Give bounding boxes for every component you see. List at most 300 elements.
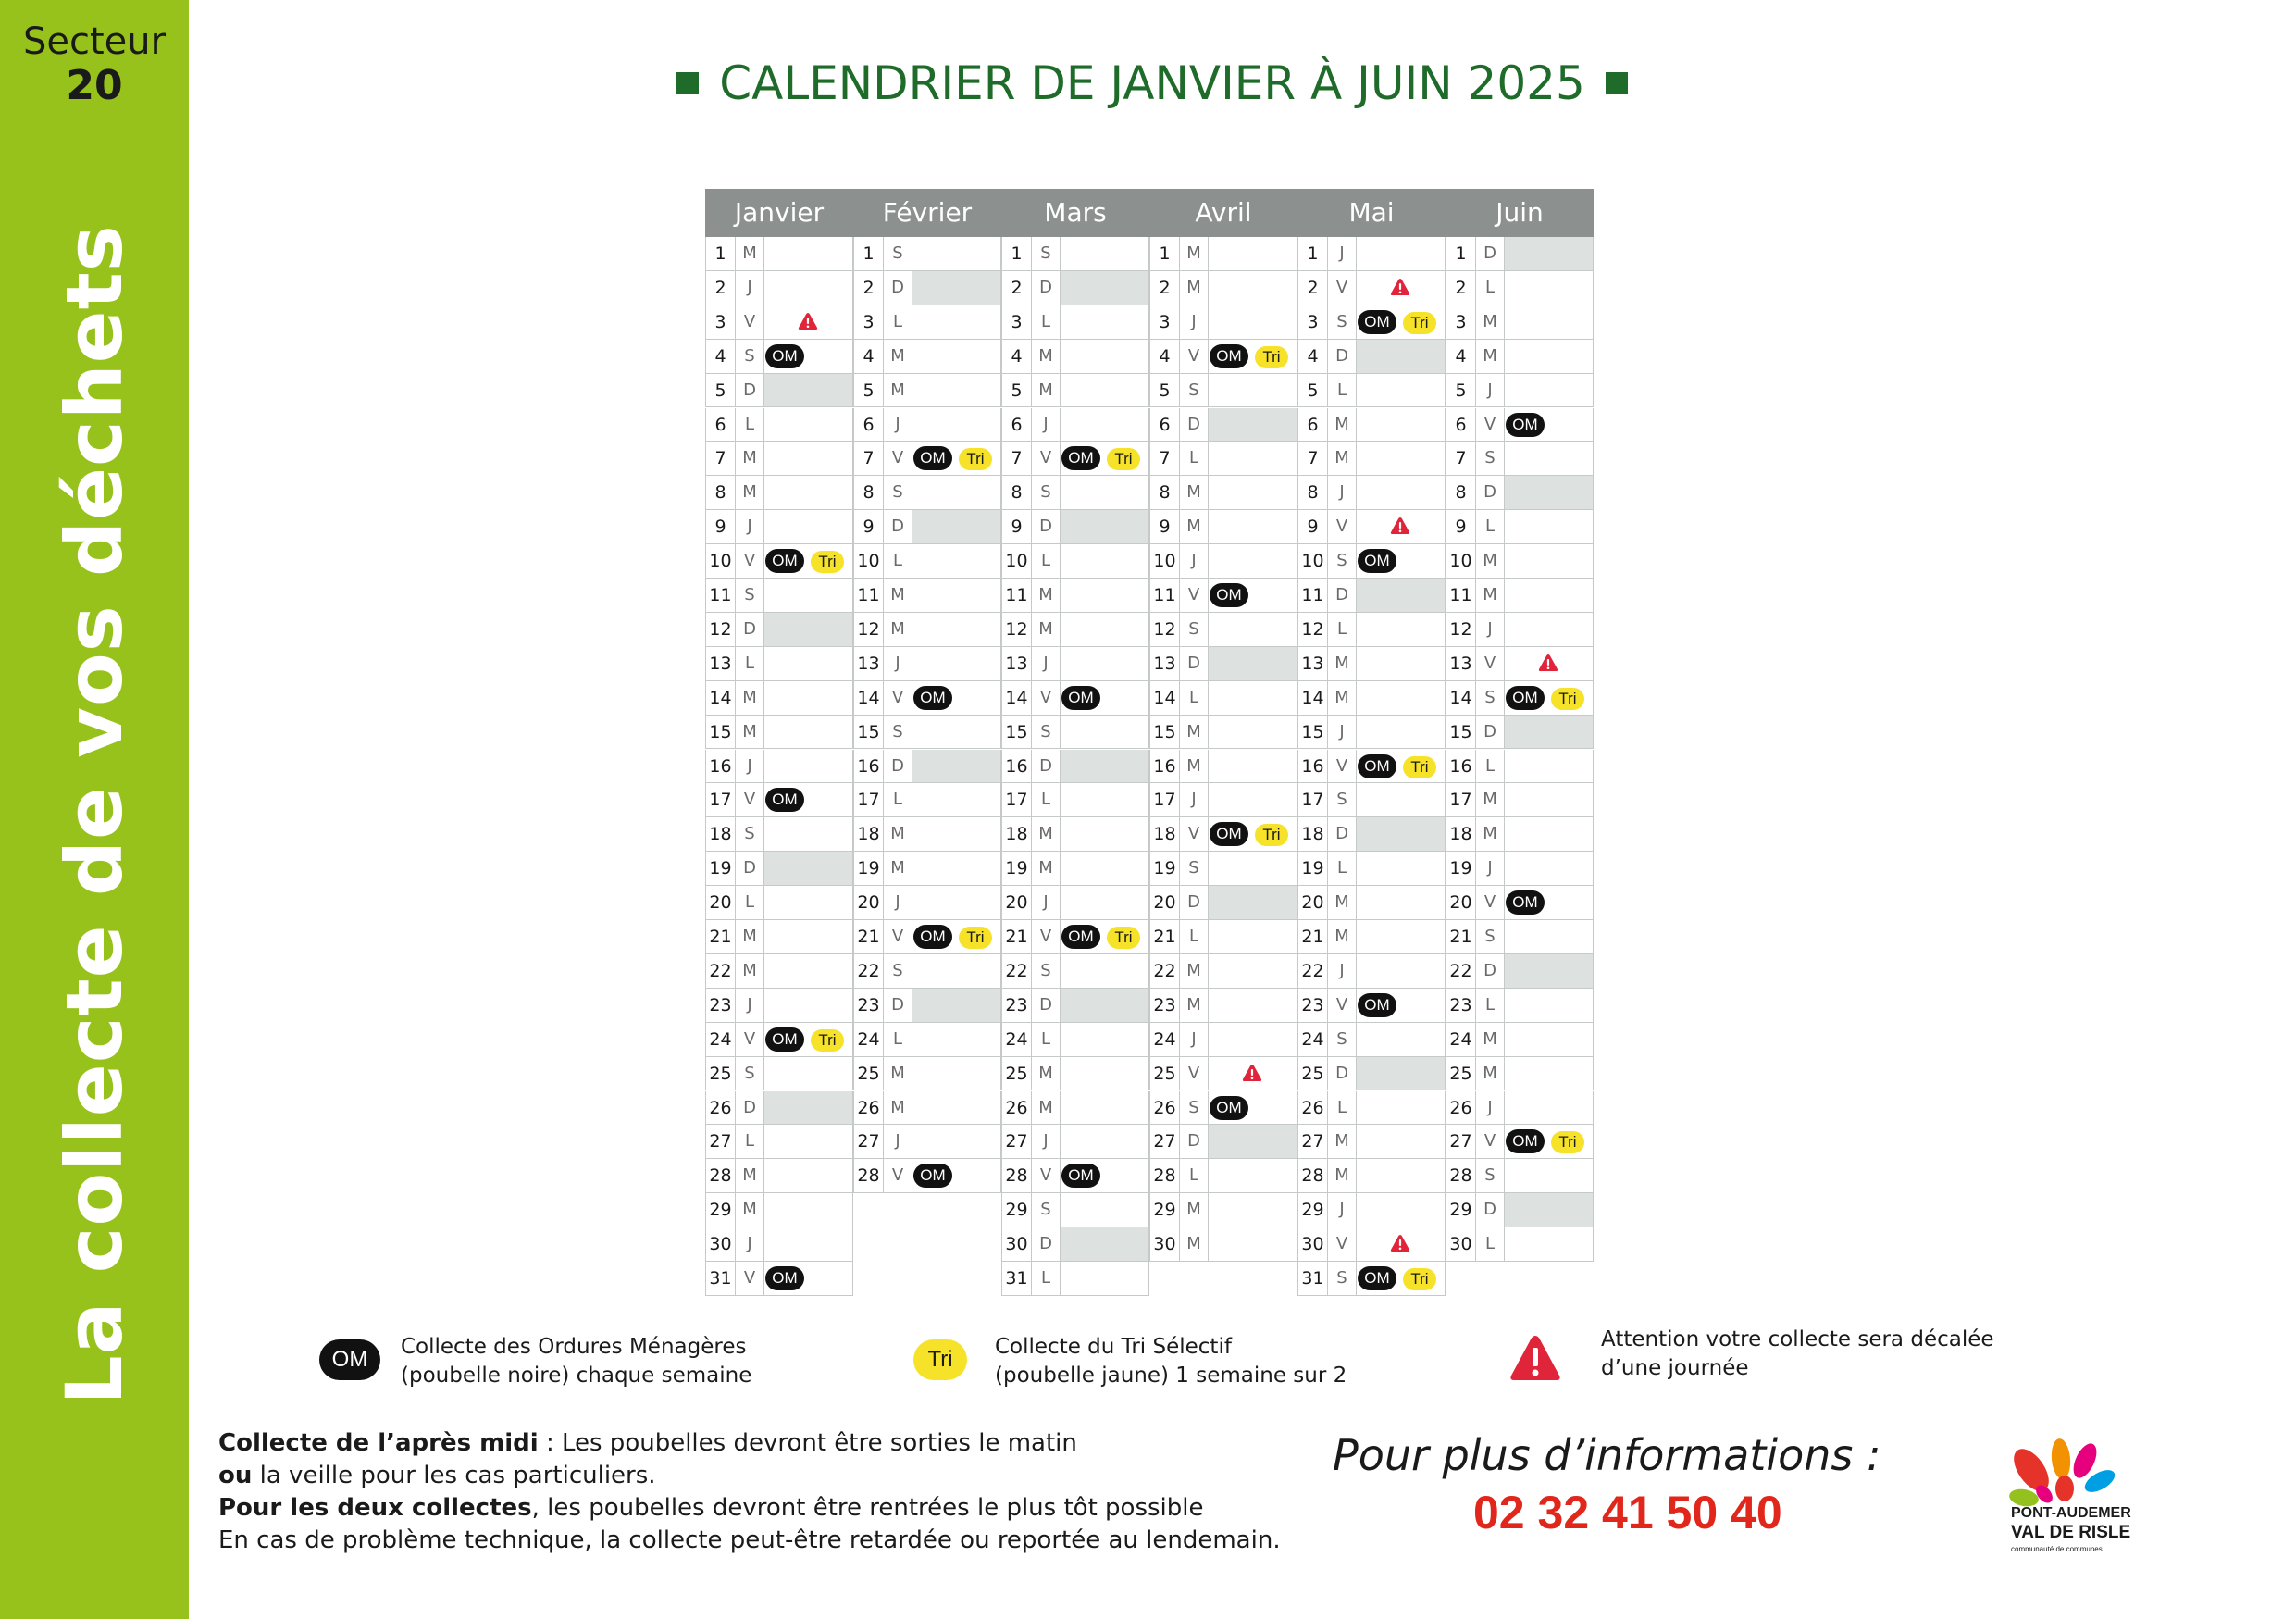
- legend-warn-line1: Attention votre collecte sera décalée: [1601, 1327, 1994, 1351]
- collection-cell: [1209, 1057, 1297, 1090]
- weekday-letter: D: [1180, 647, 1209, 680]
- day-row: [1297, 237, 1446, 271]
- day-row: [1297, 1057, 1446, 1091]
- day-number: 27: [1297, 1125, 1328, 1158]
- day-number: 21: [1297, 920, 1328, 953]
- collection-cell: [1061, 1057, 1149, 1090]
- tri-badge: Tri: [1255, 346, 1288, 368]
- day-number: 14: [1149, 681, 1180, 715]
- weekday-letter: D: [1180, 886, 1209, 919]
- day-row: [1149, 1193, 1297, 1227]
- tri-badge: Tri: [1403, 756, 1436, 778]
- weekday-letter: M: [1032, 1057, 1061, 1090]
- note-line-3: [218, 1492, 1281, 1525]
- weekday-letter: L: [1328, 613, 1357, 646]
- day-number: 18: [1297, 817, 1328, 851]
- weekday-letter: J: [884, 886, 912, 919]
- collection-cell: [1357, 1091, 1446, 1125]
- day-number: 4: [1446, 340, 1476, 373]
- collection-cell: [764, 374, 853, 407]
- day-number: 5: [1149, 374, 1180, 407]
- collection-cell: [912, 374, 1001, 407]
- weekday-letter: M: [884, 340, 912, 373]
- weekday-letter: D: [1328, 340, 1357, 373]
- day-row: [1446, 1125, 1594, 1159]
- day-row: [705, 271, 853, 305]
- collection-cell: [764, 750, 853, 783]
- collection-cell: [1061, 237, 1149, 270]
- day-number: 19: [1446, 852, 1476, 885]
- warning-icon: [1538, 654, 1558, 672]
- day-number: 19: [1001, 852, 1032, 885]
- day-row: [853, 783, 1001, 817]
- day-number: 14: [1001, 681, 1032, 715]
- om-badge: OM: [765, 344, 804, 368]
- weekday-letter: V: [1328, 989, 1357, 1022]
- weekday-letter: D: [1476, 1193, 1505, 1227]
- day-row: [1001, 1159, 1149, 1193]
- note-line-1-bold: Collecte de l’après midi: [218, 1429, 539, 1457]
- collection-cell: [1209, 340, 1297, 373]
- day-row: [1001, 1057, 1149, 1091]
- day-number: 18: [1149, 817, 1180, 851]
- collection-cell: [1505, 783, 1594, 816]
- day-row: [705, 374, 853, 408]
- warning-icon: [1390, 517, 1410, 535]
- day-row: [1001, 920, 1149, 954]
- day-number: 16: [853, 750, 884, 783]
- day-row: [1149, 886, 1297, 920]
- day-number: 12: [1001, 613, 1032, 646]
- day-row: [853, 750, 1001, 784]
- day-number: 25: [1297, 1057, 1328, 1090]
- om-badge: OM: [1358, 310, 1396, 334]
- om-badge: OM: [1506, 686, 1545, 710]
- day-row: [1446, 783, 1594, 817]
- weekday-letter: D: [1032, 1227, 1061, 1261]
- day-number: 29: [1149, 1193, 1180, 1227]
- weekday-letter: L: [1180, 442, 1209, 475]
- sector-box: [20, 20, 168, 109]
- weekday-letter: J: [884, 1125, 912, 1158]
- day-row: [705, 1159, 853, 1193]
- phone-number[interactable]: 02 32 41 50 40: [1473, 1487, 1782, 1538]
- collection-cell: [1209, 1193, 1297, 1227]
- collection-cell: [1505, 954, 1594, 988]
- day-number: 25: [853, 1057, 884, 1090]
- collection-cell: [912, 340, 1001, 373]
- day-row: [853, 1057, 1001, 1091]
- logo-text-line2: VAL DE RISLE: [2011, 1523, 2131, 1542]
- weekday-letter: M: [884, 852, 912, 885]
- collection-cell: [1061, 544, 1149, 578]
- collection-cell: [912, 681, 1001, 715]
- day-number: 2: [1001, 271, 1032, 305]
- collection-cell: [764, 954, 853, 988]
- collection-cell: [912, 817, 1001, 851]
- collection-cell: [1357, 1262, 1446, 1295]
- weekday-letter: L: [1032, 305, 1061, 339]
- day-number: 12: [705, 613, 736, 646]
- weekday-letter: D: [1032, 750, 1061, 783]
- info-heading: Pour plus d’informations :: [1333, 1430, 1881, 1480]
- om-badge: OM: [1061, 925, 1100, 949]
- day-row: [853, 920, 1001, 954]
- day-row: [705, 442, 853, 476]
- collection-cell: [912, 783, 1001, 816]
- weekday-letter: J: [1032, 1125, 1061, 1158]
- weekday-letter: S: [884, 954, 912, 988]
- weekday-letter: J: [884, 647, 912, 680]
- collection-cell: [1061, 1227, 1149, 1261]
- om-badge: OM: [1061, 686, 1100, 710]
- weekday-letter: J: [1180, 544, 1209, 578]
- day-row: [1149, 1159, 1297, 1193]
- day-number: 14: [1297, 681, 1328, 715]
- day-row: [1297, 1023, 1446, 1057]
- collection-cell: [1357, 1057, 1446, 1090]
- day-number: 17: [1149, 783, 1180, 816]
- day-row: [1297, 750, 1446, 784]
- collection-cell: [1209, 716, 1297, 749]
- day-row: [1297, 954, 1446, 989]
- day-number: 18: [705, 817, 736, 851]
- weekday-letter: M: [884, 374, 912, 407]
- day-row: [1001, 817, 1149, 852]
- collection-cell: [1357, 750, 1446, 783]
- weekday-letter: L: [736, 886, 764, 919]
- weekday-letter: D: [1476, 237, 1505, 270]
- weekday-letter: L: [1180, 1159, 1209, 1192]
- weekday-letter: M: [736, 1193, 764, 1227]
- weekday-letter: J: [1328, 954, 1357, 988]
- day-number: 28: [1001, 1159, 1032, 1192]
- collection-cell: [1505, 647, 1594, 680]
- tri-badge: Tri: [1255, 824, 1288, 846]
- weekday-letter: S: [1476, 920, 1505, 953]
- day-number: 10: [853, 544, 884, 578]
- day-row: [1297, 374, 1446, 408]
- weekday-letter: V: [1328, 271, 1357, 305]
- collection-cell: [1505, 237, 1594, 270]
- weekday-letter: M: [1180, 237, 1209, 270]
- legend-om-badge: OM: [319, 1339, 380, 1380]
- weekday-letter: M: [736, 237, 764, 270]
- collection-cell: [1357, 954, 1446, 988]
- collection-cell: [1061, 750, 1149, 783]
- day-row: [705, 750, 853, 784]
- weekday-letter: V: [1180, 340, 1209, 373]
- collection-cell: [764, 271, 853, 305]
- day-row: [1446, 989, 1594, 1023]
- collection-cell: [764, 1227, 853, 1261]
- day-row: [705, 1125, 853, 1159]
- day-number: 24: [1149, 1023, 1180, 1056]
- day-number: 21: [1149, 920, 1180, 953]
- day-number: 15: [853, 716, 884, 749]
- warning-icon: [1390, 1234, 1410, 1252]
- note-line-3-bold: Pour les deux collectes: [218, 1494, 532, 1522]
- warning-icon: [1242, 1064, 1262, 1082]
- collection-cell: [912, 271, 1001, 305]
- day-number: 5: [705, 374, 736, 407]
- day-row: [1149, 647, 1297, 681]
- day-number: 7: [1297, 442, 1328, 475]
- day-number: 11: [1001, 579, 1032, 612]
- calendar-header: [705, 189, 1594, 237]
- collection-cell: [764, 544, 853, 578]
- om-badge: OM: [1210, 344, 1248, 368]
- day-number: 18: [853, 817, 884, 851]
- weekday-letter: J: [1328, 1193, 1357, 1227]
- collection-cell: [1209, 510, 1297, 543]
- weekday-letter: M: [884, 1057, 912, 1090]
- weekday-letter: S: [736, 340, 764, 373]
- day-number: 1: [1297, 237, 1328, 270]
- day-row: [1297, 1125, 1446, 1159]
- day-number: 28: [1446, 1159, 1476, 1192]
- day-number: 9: [1001, 510, 1032, 543]
- weekday-letter: M: [1032, 1091, 1061, 1125]
- day-number: 3: [1149, 305, 1180, 339]
- weekday-letter: S: [736, 817, 764, 851]
- om-badge: OM: [765, 788, 804, 812]
- collection-cell: [764, 408, 853, 442]
- weekday-letter: M: [1328, 442, 1357, 475]
- weekday-letter: M: [1180, 750, 1209, 783]
- collection-cell: [1209, 1159, 1297, 1192]
- weekday-letter: M: [1180, 954, 1209, 988]
- day-row: [1001, 681, 1149, 716]
- day-row: [1001, 305, 1149, 340]
- day-number: 21: [1001, 920, 1032, 953]
- day-row: [853, 271, 1001, 305]
- collection-cell: [764, 681, 853, 715]
- month-header: Janvier: [734, 197, 825, 228]
- collection-cell: [764, 886, 853, 919]
- day-number: 29: [1446, 1193, 1476, 1227]
- day-number: 9: [1149, 510, 1180, 543]
- day-number: 9: [1297, 510, 1328, 543]
- collection-cell: [1209, 237, 1297, 270]
- day-row: [705, 544, 853, 579]
- weekday-letter: D: [884, 510, 912, 543]
- day-number: 30: [1446, 1227, 1476, 1261]
- day-number: 24: [1297, 1023, 1328, 1056]
- tri-badge: Tri: [959, 927, 992, 949]
- day-row: [1149, 1023, 1297, 1057]
- collection-cell: [1505, 442, 1594, 475]
- day-row: [853, 340, 1001, 374]
- day-number: 22: [853, 954, 884, 988]
- page-title-text: CALENDRIER DE JANVIER À JUIN 2025: [719, 56, 1585, 110]
- day-row: [705, 510, 853, 544]
- day-number: 16: [1149, 750, 1180, 783]
- collection-cell: [1209, 989, 1297, 1022]
- tri-badge: Tri: [1107, 448, 1140, 470]
- day-number: 19: [1149, 852, 1180, 885]
- weekday-letter: D: [736, 852, 764, 885]
- collection-cell: [1357, 920, 1446, 953]
- weekday-letter: S: [1328, 544, 1357, 578]
- day-number: 26: [1297, 1091, 1328, 1125]
- om-badge: OM: [1210, 822, 1248, 846]
- day-row: [1297, 1262, 1446, 1296]
- weekday-letter: V: [1476, 1125, 1505, 1158]
- day-row: [1297, 989, 1446, 1023]
- sector-label: Secteur: [22, 20, 167, 63]
- warning-icon: [798, 312, 818, 330]
- day-number: 22: [705, 954, 736, 988]
- collection-cell: [1209, 954, 1297, 988]
- tri-badge: Tri: [1551, 688, 1584, 710]
- collection-cell: [1209, 442, 1297, 475]
- warning-icon: [1390, 278, 1410, 296]
- collection-cell: [912, 579, 1001, 612]
- weekday-letter: M: [736, 681, 764, 715]
- day-row: [1149, 989, 1297, 1023]
- month-header: Mai: [1348, 197, 1395, 228]
- collection-cell: [1357, 1023, 1446, 1056]
- collection-cell: [1061, 954, 1149, 988]
- tri-badge: Tri: [1551, 1131, 1584, 1153]
- weekday-letter: D: [1328, 1057, 1357, 1090]
- weekday-letter: M: [1328, 1159, 1357, 1192]
- collection-cell: [1061, 374, 1149, 407]
- day-row: [1297, 716, 1446, 750]
- day-number: 12: [1149, 613, 1180, 646]
- day-row: [1001, 954, 1149, 989]
- collection-cell: [1357, 374, 1446, 407]
- collection-cell: [1061, 1262, 1149, 1295]
- legend-tri-line1: Collecte du Tri Sélectif: [995, 1335, 1232, 1359]
- weekday-letter: M: [1476, 783, 1505, 816]
- collection-cell: [1357, 305, 1446, 339]
- day-row: [1446, 579, 1594, 613]
- day-row: [1149, 374, 1297, 408]
- day-row: [853, 989, 1001, 1023]
- day-row: [1149, 579, 1297, 613]
- weekday-letter: L: [736, 408, 764, 442]
- day-row: [853, 374, 1001, 408]
- day-row: [1446, 1091, 1594, 1126]
- weekday-letter: V: [736, 1023, 764, 1056]
- day-number: 28: [705, 1159, 736, 1192]
- collection-cell: [1357, 579, 1446, 612]
- day-number: 26: [705, 1091, 736, 1125]
- day-number: 1: [1001, 237, 1032, 270]
- day-row: [1446, 920, 1594, 954]
- weekday-letter: V: [1032, 920, 1061, 953]
- day-row: [1446, 886, 1594, 920]
- weekday-letter: S: [736, 579, 764, 612]
- weekday-letter: M: [1328, 920, 1357, 953]
- day-number: 3: [1001, 305, 1032, 339]
- collection-cell: [764, 237, 853, 270]
- collection-cell: [1061, 1091, 1149, 1125]
- collection-cell: [764, 1125, 853, 1158]
- day-row: [1001, 1125, 1149, 1159]
- day-number: 8: [853, 476, 884, 509]
- tri-badge: Tri: [811, 1029, 844, 1052]
- collection-cell: [764, 817, 853, 851]
- day-row: [1297, 1159, 1446, 1193]
- collection-cell: [1357, 613, 1446, 646]
- day-row: [853, 476, 1001, 510]
- collection-cell: [912, 920, 1001, 953]
- day-row: [705, 237, 853, 271]
- day-number: 27: [1001, 1125, 1032, 1158]
- day-row: [705, 716, 853, 750]
- weekday-letter: M: [1180, 989, 1209, 1022]
- day-row: [853, 237, 1001, 271]
- day-number: 6: [705, 408, 736, 442]
- om-badge: OM: [1358, 993, 1396, 1017]
- day-row: [1446, 1057, 1594, 1091]
- square-bullet-icon: [1606, 72, 1628, 94]
- day-number: 23: [853, 989, 884, 1022]
- day-row: [853, 886, 1001, 920]
- weekday-letter: M: [736, 920, 764, 953]
- day-number: 13: [1446, 647, 1476, 680]
- weekday-letter: L: [1032, 783, 1061, 816]
- day-row: [1446, 271, 1594, 305]
- day-number: 8: [1149, 476, 1180, 509]
- day-row: [1297, 817, 1446, 852]
- weekday-letter: M: [736, 1159, 764, 1192]
- collection-cell: [1061, 408, 1149, 442]
- weekday-letter: M: [1032, 852, 1061, 885]
- collection-cell: [912, 305, 1001, 339]
- day-number: 5: [853, 374, 884, 407]
- collection-cell: [1505, 1091, 1594, 1125]
- weekday-letter: S: [1180, 1091, 1209, 1125]
- weekday-letter: S: [884, 237, 912, 270]
- collection-notes: [218, 1427, 1281, 1557]
- note-line-1: [218, 1427, 1281, 1460]
- day-row: [1446, 681, 1594, 716]
- day-row: [1149, 544, 1297, 579]
- weekday-letter: D: [1180, 1125, 1209, 1158]
- day-row: [705, 340, 853, 374]
- weekday-letter: L: [1476, 510, 1505, 543]
- day-number: 14: [705, 681, 736, 715]
- weekday-letter: L: [1180, 681, 1209, 715]
- weekday-letter: V: [1180, 1057, 1209, 1090]
- day-number: 22: [1297, 954, 1328, 988]
- collection-cell: [1505, 920, 1594, 953]
- day-row: [853, 1023, 1001, 1057]
- om-badge: OM: [765, 549, 804, 573]
- day-row: [705, 920, 853, 954]
- day-number: 26: [853, 1091, 884, 1125]
- weekday-letter: M: [1476, 340, 1505, 373]
- day-row: [1297, 408, 1446, 442]
- day-row: [1001, 544, 1149, 579]
- legend-tri-badge: Tri: [913, 1339, 967, 1380]
- legend-om-line2: (poubelle noire) chaque semaine: [401, 1364, 752, 1388]
- weekday-letter: L: [736, 1125, 764, 1158]
- day-row: [853, 579, 1001, 613]
- weekday-letter: J: [1476, 1091, 1505, 1125]
- day-row: [853, 681, 1001, 716]
- day-number: 21: [705, 920, 736, 953]
- day-row: [1446, 305, 1594, 340]
- day-number: 7: [1001, 442, 1032, 475]
- weekday-letter: S: [884, 476, 912, 509]
- day-number: 17: [1446, 783, 1476, 816]
- weekday-letter: J: [1328, 716, 1357, 749]
